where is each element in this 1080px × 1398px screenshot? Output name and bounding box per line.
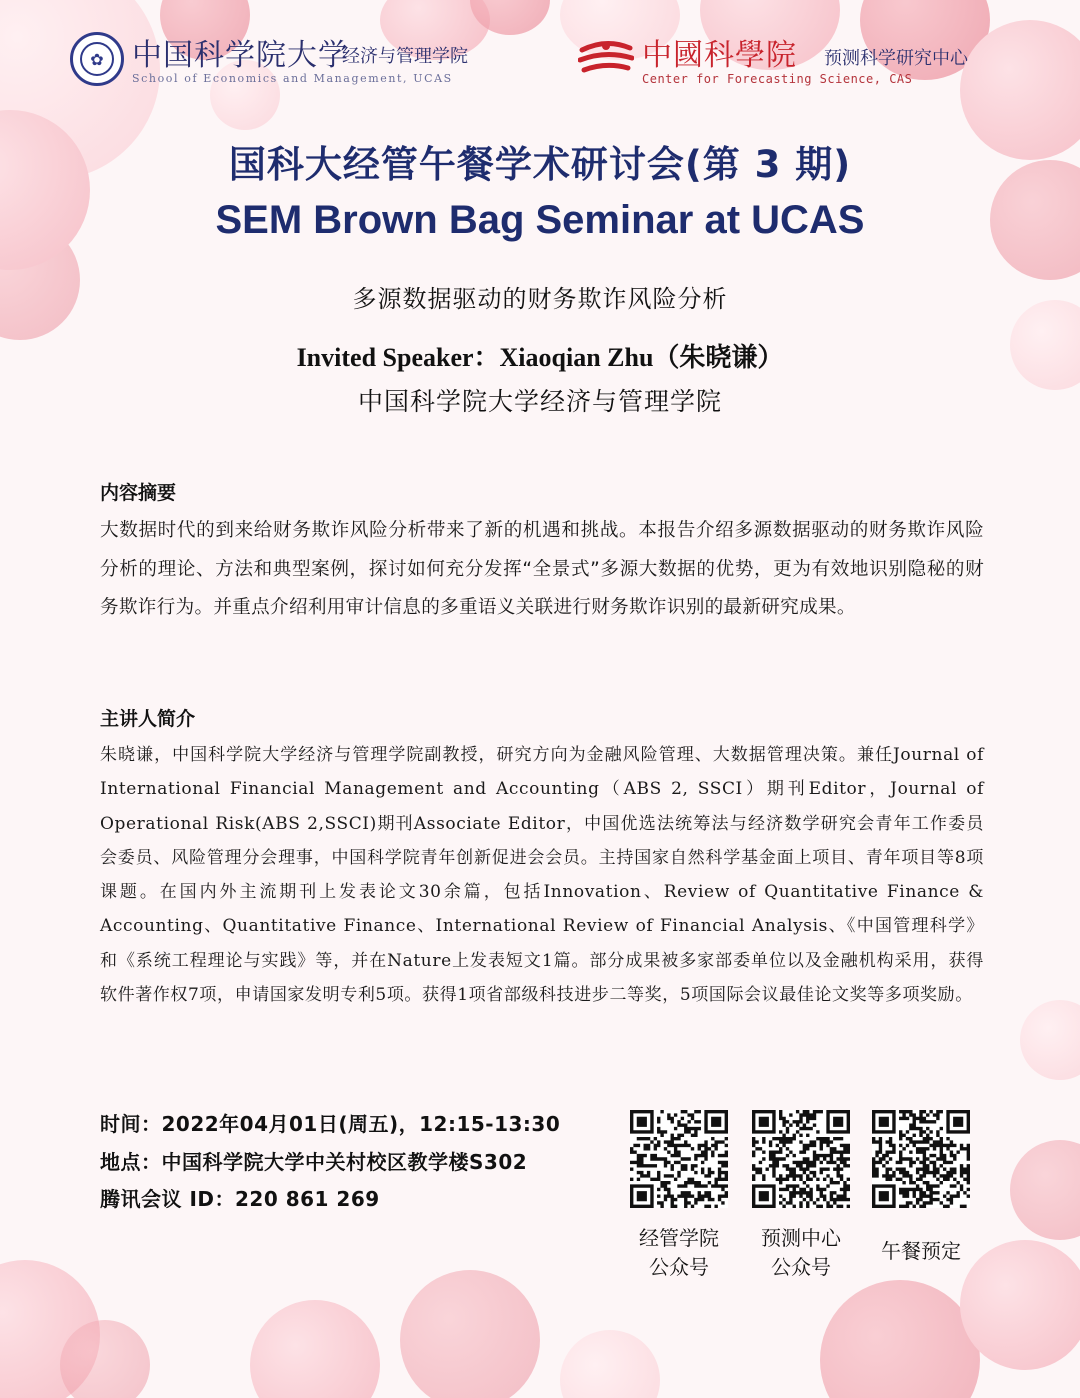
- qr-code-icon: [752, 1110, 850, 1208]
- abstract-heading: 内容摘要: [100, 482, 177, 504]
- qr-label-sem: 经管学院 公众号: [639, 1226, 719, 1279]
- qr-code-forecasting-center[interactable]: [752, 1110, 850, 1208]
- sem-name-cn: 经济与管理学院: [342, 46, 468, 67]
- cas-swirl-icon: [578, 36, 634, 80]
- cas-forecasting-logo: [578, 30, 1008, 90]
- ucas-sem-logo: [70, 28, 490, 90]
- event-meeting-id: 腾讯会议 ID：220 861 269: [100, 1187, 380, 1211]
- speaker-affiliation: 中国科学院大学经济与管理学院: [357, 387, 722, 416]
- bio-text: 朱晓谦，中国科学院大学经济与管理学院副教授，研究方向为金融风险管理、大数据管理决策。兼任Journal of International Financial Management and Accounting（ABS 2, SSCI）期刊Editor，Journal of Operational Risk(ABS 2,SSCI)期刊Associate Editor，中国优选法统筹法与经济数学研究会青年工作委员会委员、风险管理分会理事，中国科学院青年创新促进会会员。主持国家自然科学基金面上项目、青年项目等8项课题。在国内外主流期刊上发表论文30余篇，包括Innovation、Review of Quantitative Finance & Accounting、Quantitative Finance、International Review of Financial Analysis、《中国管理科学》和《系统工程理论与实践》等，并在Nature上发表短文1篇。部分成果被多家部委单位以及金融机构采用，获得软件著作权7项，申请国家发明专利5项。获得1项省部级科技进步二等奖，5项国际会议最佳论文奖等多项奖励。: [100, 745, 984, 1006]
- qr-label-lunch-booking: 午餐预定: [881, 1239, 961, 1263]
- bio-heading: 主讲人简介: [100, 708, 196, 730]
- abstract-text: 大数据时代的到来给财务欺诈风险分析带来了新的机遇和挑战。本报告介绍多源数据驱动的财务欺诈风险分析的理论、方法和典型案例，探讨如何充分发挥“全景式”多源大数据的优势，更为有效地识别隐秘的财务欺诈行为。并重点介绍利用审计信息的多重语义关联进行财务欺诈识别的最新研究成果。: [100, 520, 984, 618]
- forecasting-center-name-en: Center for Forecasting Science, CAS: [642, 72, 913, 86]
- qr-label-forecasting-center: 预测中心 公众号: [761, 1226, 841, 1279]
- ucas-seal-icon: ✿: [70, 32, 124, 86]
- qr-code-lunch-booking[interactable]: [872, 1110, 970, 1208]
- talk-topic: 多源数据驱动的财务欺诈风险分析: [352, 285, 728, 313]
- cas-name-cn: 中國科學院: [642, 38, 797, 73]
- event-time: 时间：2022年04月01日(周五)，12:15-13:30: [100, 1112, 561, 1136]
- qr-code-icon: [872, 1110, 970, 1208]
- seminar-title-en: SEM Brown Bag Seminar at UCAS: [215, 198, 865, 242]
- forecasting-center-name-cn: 预测科学研究中心: [824, 48, 968, 69]
- seminar-title-cn: 国科大经管午餐学术研讨会(第 3 期): [228, 143, 852, 186]
- sem-name-en: School of Economics and Management, UCAS: [132, 72, 453, 85]
- qr-code-icon: [630, 1110, 728, 1208]
- invited-speaker: Invited Speaker：Xiaoqian Zhu（朱晓谦）: [296, 343, 784, 372]
- qr-code-sem[interactable]: [630, 1110, 728, 1208]
- event-location: 地点：中国科学院大学中关村校区教学楼S302: [100, 1150, 528, 1174]
- ucas-name-cn: 中国科学院大学: [132, 38, 349, 73]
